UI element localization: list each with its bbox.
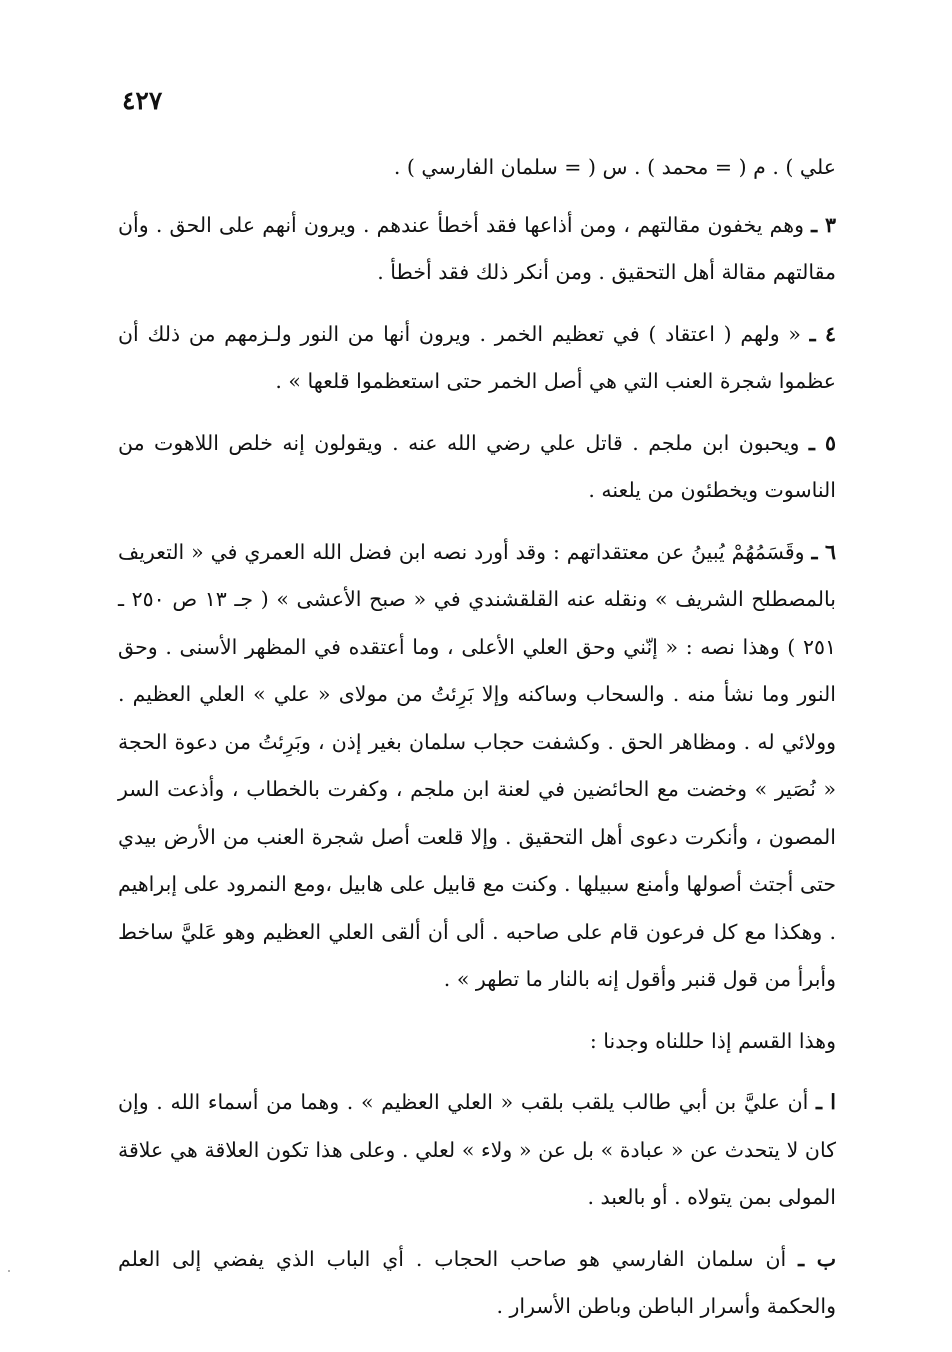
paragraph-number: ا ـ bbox=[816, 1090, 836, 1114]
paragraph-text: وقَسَمُهُمْ يُبينُ عن معتقداتهم : وقد أورد نصه ابن فضل الله العمري في « التعريف بالمصطلح الشريف » ونقله عنه القلقشندي في « صبح الأعشى » ( جـ ١٣ ص ٢٥٠ ـ ٢٥١ ) وهذا نصه : « إنّني وحق العلي الأعلى ، وما أعتقده في المظهر الأسنى . وحق النور وما نشأ منه . والسحاب وساكنه وإلا بَرِئتُ من مولاى « علي » العلي العظيم . وولائي له . ومظاهر الحق . وكشفت حجاب سلمان بغير إذن ، وبَرِئتُ من دعوة الحجة « نُصَير » وخضت مع الحائضين في لعنة ابن ملجم ، وكفرت بالخطاب ، وأذعت السر المصون ، وأنكرت دعوى أهل التحقيق . وإلا قلعت أصل شجرة العنب من الأرض بيدي حتى أجتث أصولها وأمنع سبيلها . وكنت مع قابيل على هابيل ،ومع النمرود على إبراهيم . وهكذا مع كل فرعون قام على صاحبه . ألى أن ألقى العلي العظيم وهو عَليَّ ساخط وأبرأ من قول قنبر وأقول إنه بالنار ما تطهر » . bbox=[118, 539, 836, 991]
paragraph-intro-continuation bbox=[118, 144, 836, 192]
paragraph-text: أن عليَّ بن أبي طالب يلقب بلقب « العلي العظيم » . وهما من أسماء الله . وإن كان لا يتحدث عن « عبادة » بل عن « ولاء » لعلي . وعلى هذا تكون العلاقة هي علاقة المولى بمن يتولاه . أو بالعبد . bbox=[118, 1090, 836, 1209]
body-text bbox=[118, 144, 836, 1345]
paragraph-text: أن سلمان الفارسي هو صاحب الحجاب . أي الباب الذي يفضي إلى العلم والحكمة وأسرار الباطن وباطن الأسرار . bbox=[118, 1246, 836, 1318]
paragraph-a bbox=[118, 1079, 836, 1222]
paragraph-3 bbox=[118, 202, 836, 297]
paragraph-b bbox=[118, 1236, 836, 1331]
paragraph-analysis-intro bbox=[118, 1018, 836, 1066]
paragraph-number: ٤ ـ bbox=[809, 321, 836, 346]
paragraph-5 bbox=[118, 420, 836, 515]
paragraph-text: ويحبون ابن ملجم . قاتل علي رضي الله عنه . ويقولون إنه خلص اللاهوت من الناسوت ويخطئون من يلعنه . bbox=[118, 430, 836, 502]
page-number: ٤٢٧ bbox=[122, 86, 163, 115]
paragraph-6 bbox=[118, 529, 836, 1004]
paragraph-text: وهذا القسم إذا حللناه وجدنا : bbox=[589, 1028, 836, 1053]
paragraph-text: علي ) . م ( = محمد ) . س ( = سلمان الفارسي ) . bbox=[393, 155, 836, 179]
paragraph-4 bbox=[118, 311, 836, 406]
paragraph-number: ٦ ـ bbox=[811, 539, 836, 564]
paragraph-text: « ولهم ( اعتقاد ) في تعظيم الخمر . ويرون أنها من النور ولـزمهم من ذلك أن عظموا شجرة العنب التي هي أصل الخمر حتى استعظموا قلعها » . bbox=[118, 321, 836, 393]
paragraph-number: ٣ ـ bbox=[811, 212, 836, 237]
paragraph-number: ٥ ـ bbox=[808, 430, 836, 455]
paragraph-number: ب ـ bbox=[798, 1246, 836, 1271]
scan-speck bbox=[8, 1270, 10, 1272]
paragraph-text: وهم يخفون مقالتهم ، ومن أذاعها فقد أخطأ عندهم . ويرون أنهم على الحق . وأن مقالتهم مقالة أهل التحقيق . ومن أنكر ذلك فقد أخطأ . bbox=[118, 212, 836, 284]
